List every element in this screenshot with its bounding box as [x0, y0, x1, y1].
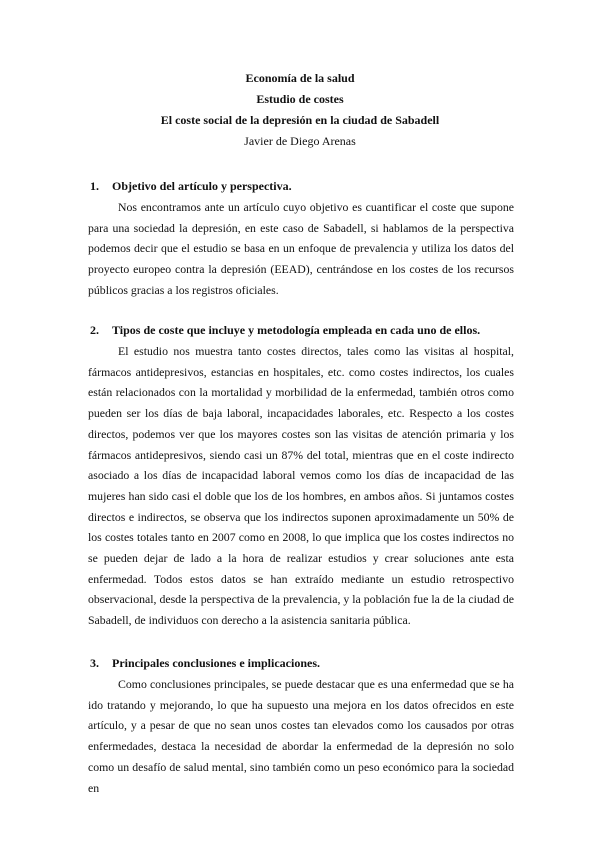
- section-heading-text: Principales conclusiones e implicaciones.: [112, 656, 320, 670]
- section-body: Nos encontramos ante un artículo cuyo objetivo es cuantificar el coste que supone para una sociedad la depresión, en este caso de Sabadell, si hablamos de la perspectiva podemos decir que el estudio se basa en un enfoque de prevalencia y utiliza los datos del proyecto europeo contra la depresión (EEAD), centrándose en los costes de los recursos públicos gracias a los registros oficiales.: [88, 200, 514, 297]
- section-body: El estudio nos muestra tanto costes directos, tales como las visitas al hospital, fármacos antidepresivos, estancias en hospitales, etc. como costes indirectos, los cuales están relacionados con la mortalidad y morbilidad de la enfermedad, también otros como pueden ser los días de baja laboral, incapacidades laborales, etc. Respecto a los costes directos, podemos ver que los mayores costes son las visitas de atención primaria y los fármacos antidepresivos, siendo casi un 87% del total, mientras que en el coste indirecto asociado a los días de incapacidad laboral vemos como los días de incapacidad de las mujeres han sido casi el doble que los de los hombres, en ambos años. Si juntamos costes directos e indirectos, se observa que los indirectos suponen aproximadamente un 50% de los costes totales tanto en 2007 como en 2008, lo que implica que los costes indirectos no se pueden dejar de lado a la hora de realizar estudios y crear soluciones ante esta enfermedad. Todos estos datos se han extraído mediante un estudio retrospectivo observacional, desde la perspectiva de la prevalencia, y la población fue la de la ciudad de Sabadell, de individuos con derecho a la asistencia sanitaria pública.: [88, 344, 514, 628]
- section-number: 2.: [90, 323, 99, 337]
- section-heading-text: Objetivo del artículo y perspectiva.: [112, 179, 292, 193]
- section-number: 3.: [90, 656, 99, 670]
- document-title: El coste social de la depresión en la ciudad de Sabadell: [160, 113, 440, 127]
- section-number: 1.: [90, 179, 99, 193]
- document-header: [0, 68, 600, 152]
- section-heading-text: Tipos de coste que incluye y metodología empleada en cada uno de ellos.: [112, 323, 481, 337]
- section-conclusions: [88, 653, 514, 798]
- section-heading: [88, 176, 514, 197]
- subject-line: Economía de la salud: [245, 71, 355, 85]
- section-heading: [88, 653, 514, 674]
- study-type-line: Estudio de costes: [256, 92, 344, 106]
- section-objective: [88, 176, 514, 301]
- author-name: Javier de Diego Arenas: [244, 134, 356, 148]
- section-heading: [88, 320, 514, 341]
- section-body: Como conclusiones principales, se puede destacar que es una enfermedad que se ha ido tratando y mejorando, lo que ha supuesto una mejora en los datos ofrecidos en este artículo, y a pesar de que no sean unos costes tan elevados como los causados por otras enfermedades, destaca la necesidad de abordar la enfermedad de la depresión no solo como un desafío de salud mental, sino también como un peso económico para la sociedad en: [88, 677, 514, 795]
- section-cost-types: [88, 320, 514, 631]
